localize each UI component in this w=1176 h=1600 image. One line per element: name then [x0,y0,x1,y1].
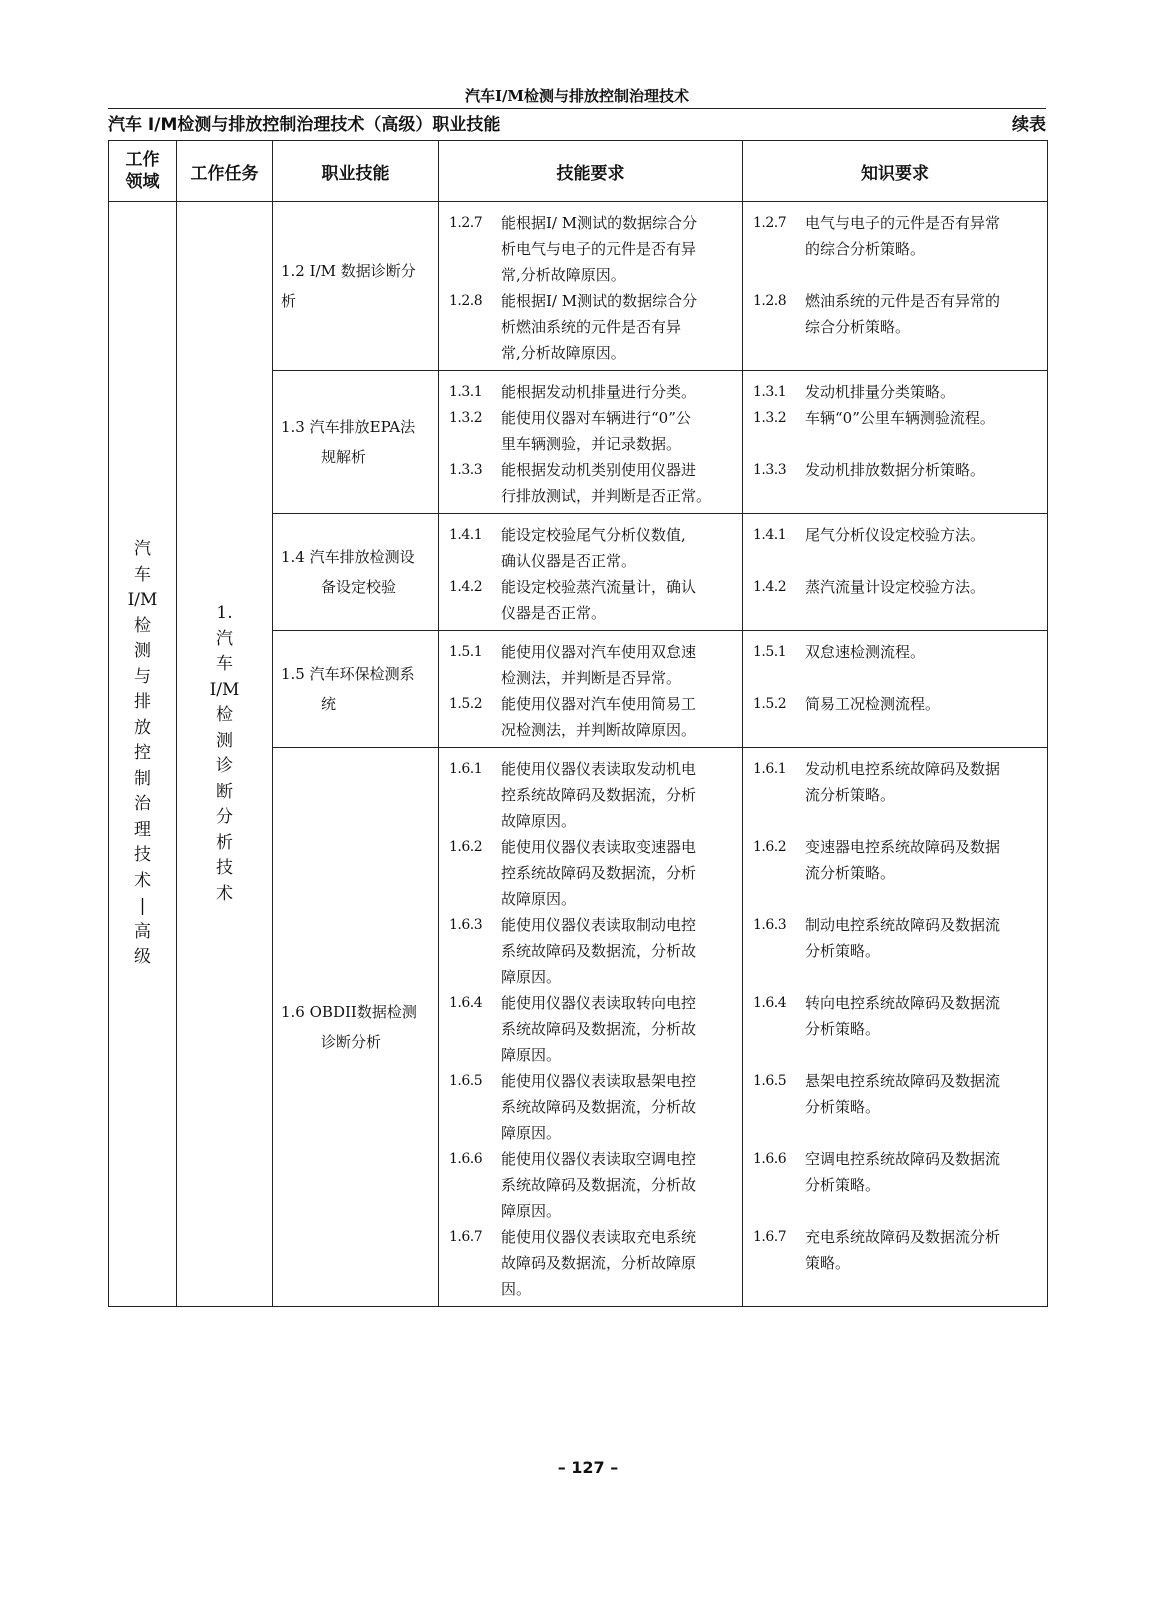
knowledge-item-text [805,379,1041,405]
skill-item-text [501,834,736,912]
skill-item [449,756,736,834]
knowledge-item-line: 分析策略。 [805,1176,881,1194]
skill-requirements-cell [439,748,743,1307]
work-task-char: 断 [216,781,233,802]
skill-name-continued: 备设定校验 [321,578,397,596]
knowledge-item [753,756,1041,834]
knowledge-item-line [805,1198,1039,1224]
work-domain-char: 检 [134,615,151,636]
skills-table [108,140,1048,1307]
skill-item [449,574,736,626]
skill-item-text [501,522,736,574]
work-task-char: I/M [209,679,240,700]
skill-item-text [501,457,736,509]
knowledge-item-number: 1.3.2 [753,410,787,426]
work-task-char: 汽 [216,628,233,649]
header-skill-req: 技能要求 [439,141,743,202]
knowledge-item-line [805,1276,1039,1302]
skill-item-line: 检测法，并判断是否异常。 [501,669,682,687]
skill-item-line: 能设定校验尾气分析仪数值, [501,526,686,544]
knowledge-item-number: 1.4.1 [753,527,787,543]
knowledge-item-text [805,1068,1041,1146]
skill-requirements-cell [439,202,743,371]
skill-item-line: 控系统故障码及数据流，分析 [501,864,697,882]
skill-item-line: 障原因。 [501,1124,562,1142]
skill-item-number: 1.5.1 [449,644,483,660]
skill-item-line: 故障原因。 [501,890,577,908]
skill-item-number: 1.4.2 [449,579,483,595]
header-domain [109,141,177,202]
skill-item-line: 常,分析故障原因。 [501,266,626,284]
skill-name-cell [273,748,439,1307]
knowledge-item-line [805,600,1039,626]
knowledge-item-text [805,574,1041,626]
knowledge-item-text [805,210,1041,288]
knowledge-item-line: 转向电控系统故障码及数据流 [805,994,1001,1012]
knowledge-item-number: 1.6.4 [753,995,787,1011]
skill-item-line: 能使用仪器仪表读取悬架电控 [501,1072,697,1090]
skill-name: 1.3 汽车排放EPA法 [281,418,416,436]
skill-item-number: 1.5.2 [449,696,483,712]
skill-item-line: 能根据发动机类别使用仪器进 [501,461,697,479]
skill-item-line: 系统故障码及数据流，分析故 [501,1176,697,1194]
knowledge-requirements-cell [743,631,1048,748]
knowledge-item-line [805,717,1039,743]
knowledge-item-number: 1.5.1 [753,644,787,660]
knowledge-item-line: 分析策略。 [805,942,881,960]
knowledge-item-line: 简易工况检测流程。 [805,695,941,713]
work-task-char: 技 [216,858,233,878]
skill-item-line: 能根据I/ M测试的数据综合分 [501,292,698,310]
skill-item-number: 1.6.3 [449,917,483,933]
knowledge-item-number: 1.2.8 [753,293,787,309]
skill-item-line: 因。 [501,1280,532,1298]
skill-item-line: 能使用仪器对车辆进行“0”公 [501,409,691,427]
knowledge-item [753,691,1041,743]
knowledge-item-line: 车辆“0”公里车辆测验流程。 [805,409,995,427]
table-caption [108,112,1046,138]
skill-item-line: 能使用仪器对汽车使用双怠速 [501,643,697,661]
skill-name-cell [273,371,439,514]
running-head: 汽车I/M检测与排放控制治理技术 [108,84,1046,109]
skill-row [109,202,1048,371]
skill-item-text [501,379,736,405]
knowledge-item-number: 1.6.5 [753,1073,787,1089]
skill-item [449,912,736,990]
skill-item-number: 1.6.1 [449,761,483,777]
skill-item-line: 里车辆测验，并记录数据。 [501,435,682,453]
skill-item [449,405,736,457]
work-domain-char: 制 [134,768,151,789]
knowledge-item-line: 变速器电控系统故障码及数据 [805,838,1001,856]
knowledge-item-line [805,964,1039,990]
knowledge-item-line [805,886,1039,912]
skill-item-text [501,405,736,457]
work-domain-char: 排 [134,692,151,713]
knowledge-item-text [805,834,1041,912]
skill-item-number: 1.2.8 [449,293,483,309]
skill-item-line: 析电气与电子的元件是否有异 [501,240,697,258]
skill-item-line: 故障码及数据流，分析故障原 [501,1254,697,1272]
skill-item-text [501,912,736,990]
skill-item-number: 1.3.1 [449,384,483,400]
skill-item [449,834,736,912]
skill-item-line: 能使用仪器仪表读取变速器电 [501,838,697,856]
knowledge-item [753,210,1041,288]
skill-requirements-cell [439,631,743,748]
knowledge-item-line [805,262,1039,288]
knowledge-item [753,1068,1041,1146]
skill-item-number: 1.6.6 [449,1151,483,1167]
skill-item-line: 能使用仪器仪表读取空调电控 [501,1150,697,1168]
skill-item-line: 能使用仪器仪表读取充电系统 [501,1228,697,1246]
knowledge-item-line [805,548,1039,574]
work-domain-char: 技 [134,845,151,866]
skill-item-line: 能使用仪器对汽车使用简易工 [501,695,697,713]
knowledge-item-line: 空调电控系统故障码及数据流 [805,1150,1001,1168]
knowledge-item-number: 1.6.6 [753,1151,787,1167]
skill-name: 1.4 汽车排放检测设 [281,548,415,566]
knowledge-item-number: 1.4.2 [753,579,787,595]
skill-item-line: 能根据I/ M测试的数据综合分 [501,214,698,232]
work-domain-char: I/M [127,590,158,611]
skill-item-number: 1.6.7 [449,1229,483,1245]
knowledge-item-line [805,340,1039,366]
skill-item [449,1224,736,1302]
skill-name-cell [273,202,439,371]
knowledge-item-line [805,665,1039,691]
knowledge-item [753,522,1041,574]
table-title: 汽车 I/M检测与排放控制治理技术（高级）职业技能 [108,115,501,135]
skill-item-number: 1.2.7 [449,215,483,231]
skill-name-continued: 诊断分析 [321,1033,382,1051]
skill-name: 1.2 I/M 数据诊断分析 [281,262,416,310]
skill-item-number: 1.3.2 [449,410,483,426]
skill-item-line: 常,分析故障原因。 [501,344,626,362]
skill-name-continued: 统 [321,695,337,713]
work-task-char: 1. [216,603,233,623]
skill-item-line: 障原因。 [501,968,562,986]
knowledge-item-text [805,405,1041,457]
work-task-cell [177,202,273,1307]
skill-name: 1.5 汽车环保检测系 [281,665,415,683]
knowledge-item-line: 制动电控系统故障码及数据流 [805,916,1001,934]
knowledge-item-text [805,990,1041,1068]
knowledge-item-line: 发动机电控系统故障码及数据 [805,760,1001,778]
knowledge-item-line: 流分析策略。 [805,864,896,882]
skill-item-line: 仪器是否正常。 [501,604,607,622]
knowledge-item [753,834,1041,912]
knowledge-item [753,1146,1041,1224]
work-domain-char: | [139,896,146,917]
knowledge-requirements-cell [743,202,1048,371]
knowledge-item-line [805,1042,1039,1068]
skill-item-line: 障原因。 [501,1202,562,1220]
knowledge-item-line [805,808,1039,834]
skill-item-number: 1.4.1 [449,527,483,543]
knowledge-item [753,288,1041,366]
work-task-char: 车 [216,654,233,674]
knowledge-requirements-cell [743,514,1048,631]
knowledge-item-line: 发动机排量分类策略。 [805,383,956,401]
skill-item-text [501,639,736,691]
work-domain-char: 术 [134,870,151,891]
skill-name: 1.6 OBDII数据检测 [281,1003,417,1021]
work-domain-cell [109,202,177,1307]
skill-item [449,379,736,405]
skill-item [449,1068,736,1146]
knowledge-item [753,912,1041,990]
skill-item-line: 确认仪器是否正常。 [501,552,637,570]
knowledge-item-line: 发动机排放数据分析策略。 [805,461,986,479]
knowledge-item-line: 充电系统故障码及数据流分析 [805,1228,1001,1246]
knowledge-item-number: 1.6.2 [753,839,787,855]
skill-item-text [501,288,736,366]
skill-item-text [501,1146,736,1224]
knowledge-item-number: 1.6.1 [753,761,787,777]
knowledge-item-line: 流分析策略。 [805,786,896,804]
work-task-char: 检 [216,705,233,725]
work-domain-char: 高 [134,921,151,942]
knowledge-item-number: 1.6.7 [753,1229,787,1245]
skill-item-text [501,1068,736,1146]
knowledge-item-line [805,431,1039,457]
knowledge-item-number: 1.6.3 [753,917,787,933]
skill-item-text [501,691,736,743]
skill-name-continued: 规解析 [321,448,367,466]
knowledge-item-text [805,1146,1041,1224]
knowledge-item-line [805,483,1039,509]
skill-name-cell [273,631,439,748]
work-task-char: 诊 [216,756,233,776]
knowledge-item [753,990,1041,1068]
knowledge-item-line: 双怠速检测流程。 [805,643,926,661]
skill-item-number: 1.6.2 [449,839,483,855]
skill-item-line: 系统故障码及数据流，分析故 [501,1098,697,1116]
skill-item-text [501,1224,736,1302]
skill-item-line: 系统故障码及数据流，分析故 [501,942,697,960]
knowledge-item-number: 1.3.3 [753,462,787,478]
knowledge-item [753,1224,1041,1302]
skill-item-line: 况检测法，并判断故障原因。 [501,721,697,739]
skill-item-text [501,210,736,288]
knowledge-item-text [805,691,1041,743]
skill-requirements-cell [439,514,743,631]
header-task: 工作任务 [177,141,273,202]
work-domain-char: 理 [134,819,151,840]
page-number: – 127 – [557,1458,619,1477]
work-task-char: 分 [216,807,233,827]
header-knowledge-req: 知识要求 [743,141,1048,202]
skill-item-line: 能根据发动机排量进行分类。 [501,383,697,401]
continued-label: 续表 [1012,115,1046,135]
knowledge-item [753,574,1041,626]
work-domain-char: 测 [134,641,151,662]
skill-item [449,210,736,288]
knowledge-requirements-cell [743,371,1048,514]
work-domain-char: 级 [134,947,151,968]
skill-item-line: 控系统故障码及数据流，分析 [501,786,697,804]
knowledge-item-text [805,522,1041,574]
knowledge-item-line: 分析策略。 [805,1020,881,1038]
skill-requirements-cell [439,371,743,514]
header-domain-text: 工作 领域 [125,150,160,192]
skill-item-number: 1.3.3 [449,462,483,478]
work-task-char: 析 [216,832,233,853]
skill-item-line: 行排放测试，并判断是否正常。 [501,487,712,505]
knowledge-item-text [805,912,1041,990]
skill-item-line: 能使用仪器仪表读取发动机电 [501,760,697,778]
skill-item-line: 能使用仪器仪表读取转向电控 [501,994,697,1012]
work-task-text [177,601,272,907]
work-task-char: 测 [216,730,233,751]
work-domain-char: 控 [134,743,151,764]
knowledge-item-text [805,288,1041,366]
knowledge-item-line: 分析策略。 [805,1098,881,1116]
knowledge-item-line: 的综合分析策略。 [805,240,926,258]
skill-item [449,639,736,691]
knowledge-item-text [805,639,1041,691]
knowledge-item-line: 策略。 [805,1254,851,1272]
knowledge-requirements-cell [743,748,1048,1307]
skill-name-cell [273,514,439,631]
skill-item [449,691,736,743]
skill-item-line: 析燃油系统的元件是否有异 [501,318,682,336]
skill-item-number: 1.6.4 [449,995,483,1011]
skill-item [449,457,736,509]
header-row [109,141,1048,202]
skill-item-line: 系统故障码及数据流，分析故 [501,1020,697,1038]
work-domain-char: 治 [134,794,151,815]
skill-item [449,1146,736,1224]
knowledge-item [753,405,1041,457]
knowledge-item-text [805,756,1041,834]
knowledge-item-line: 悬架电控系统故障码及数据流 [805,1072,1001,1090]
skill-item [449,288,736,366]
knowledge-item-line: 尾气分析仪设定校验方法。 [805,526,986,544]
knowledge-item [753,639,1041,691]
skill-item-line: 故障原因。 [501,812,577,830]
knowledge-item-line [805,1120,1039,1146]
skill-item [449,522,736,574]
knowledge-item-line: 蒸汽流量计设定校验方法。 [805,578,986,596]
knowledge-item-line: 燃油系统的元件是否有异常的 [805,292,1001,310]
work-domain-char: 放 [134,717,151,738]
skill-item-text [501,574,736,626]
knowledge-item-number: 1.5.2 [753,696,787,712]
work-domain-text [109,537,176,971]
knowledge-item-text [805,457,1041,509]
work-domain-char: 车 [134,564,151,585]
work-domain-char: 汽 [134,539,151,560]
skill-item [449,990,736,1068]
knowledge-item-line: 电气与电子的元件是否有异常 [805,214,1001,232]
knowledge-item [753,457,1041,509]
knowledge-item [753,379,1041,405]
header-skill: 职业技能 [273,141,439,202]
knowledge-item-number: 1.3.1 [753,384,787,400]
knowledge-item-text [805,1224,1041,1302]
skill-item-text [501,756,736,834]
work-task-char: 术 [216,883,233,904]
skill-item-text [501,990,736,1068]
work-domain-char: 与 [134,666,151,687]
skill-item-line: 障原因。 [501,1046,562,1064]
knowledge-item-line: 综合分析策略。 [805,318,911,336]
skill-item-number: 1.6.5 [449,1073,483,1089]
skill-item-line: 能设定校验蒸汽流量计，确认 [501,578,697,596]
skill-item-line: 能使用仪器仪表读取制动电控 [501,916,697,934]
knowledge-item-number: 1.2.7 [753,215,787,231]
